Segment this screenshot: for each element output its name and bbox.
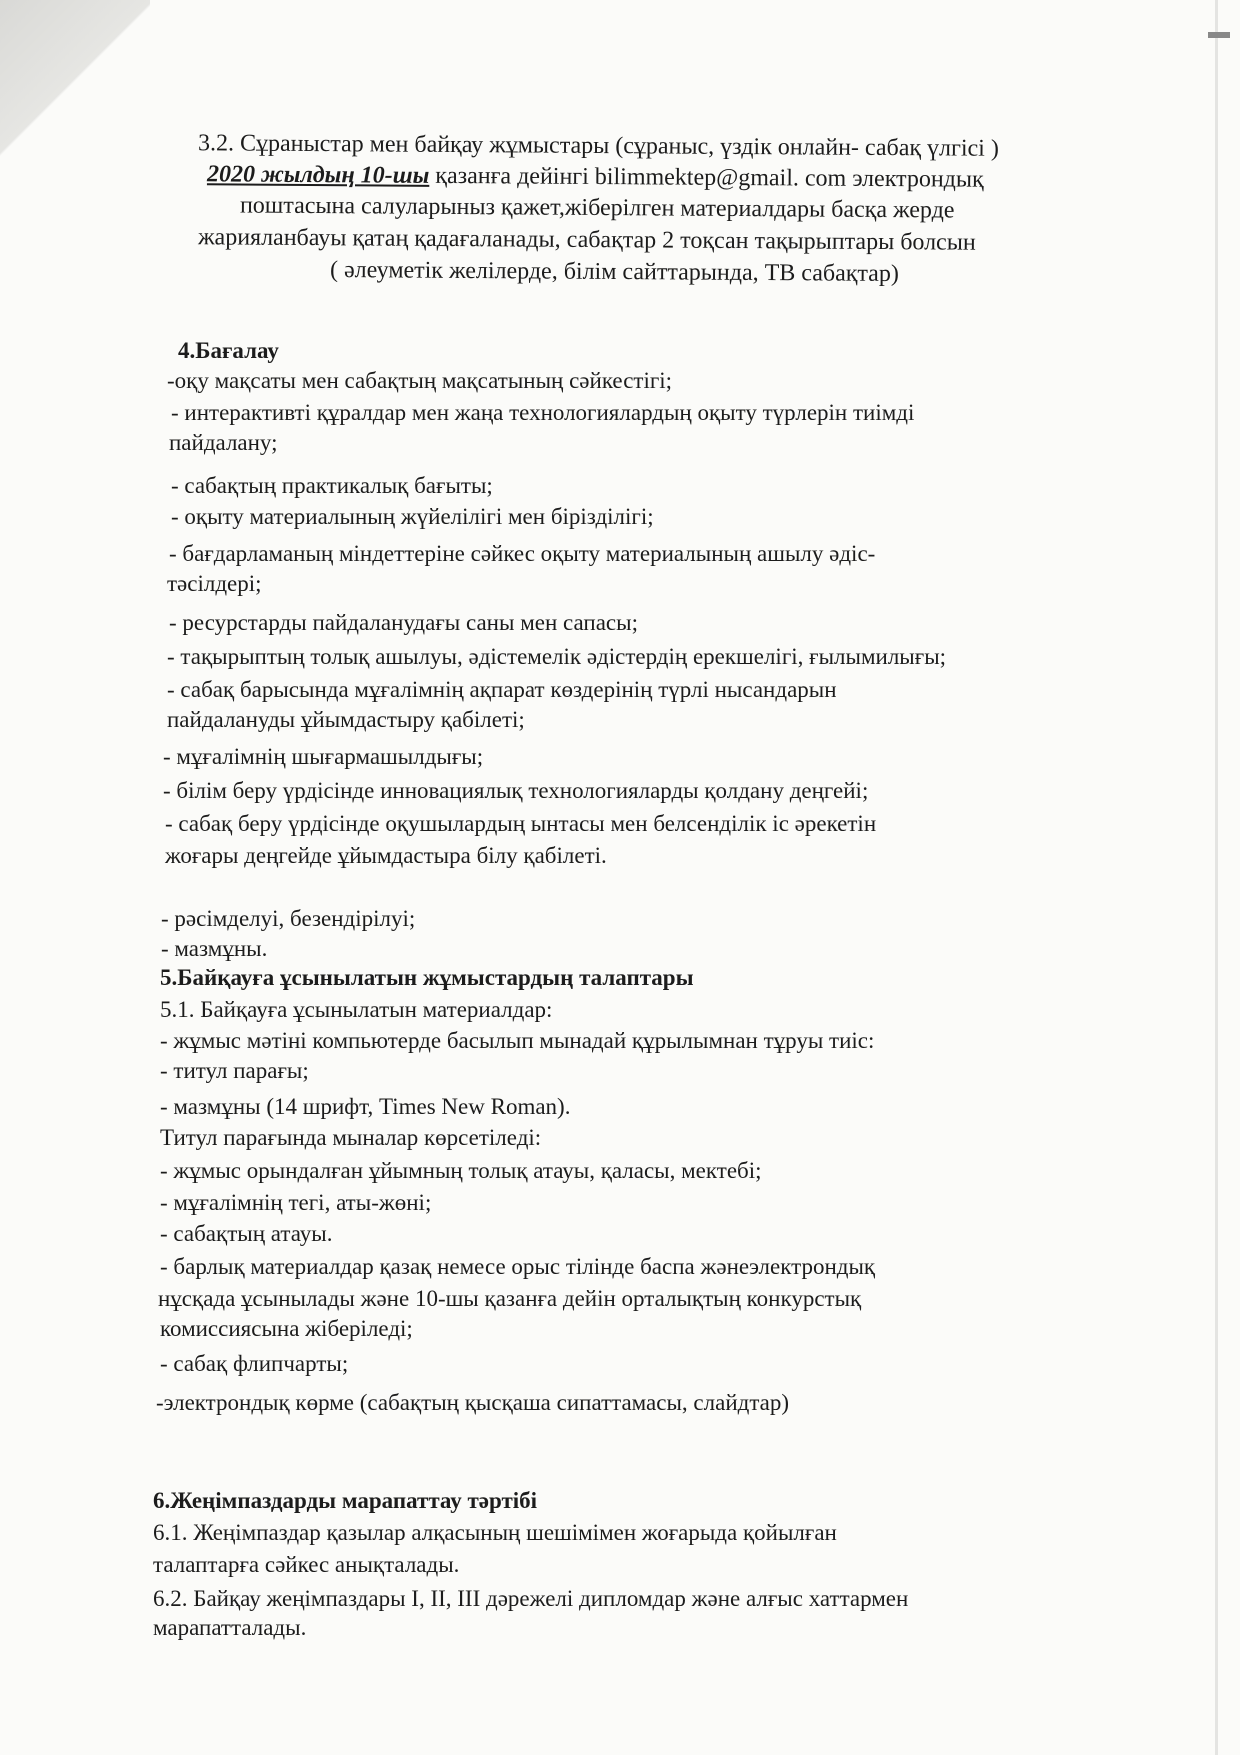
section-6-line: 6.1. Жеңімпаздар қазылар алқасының шешімімен жоғарыда қойылған [153,1520,837,1545]
section-4-line: - интерактивті құралдар мен жаңа технологиялардың оқыту түрлерін тиімді [171,400,915,425]
section-3-2-line-2 [207,160,984,193]
section-5-line: - сабақ флипчарты; [160,1351,349,1376]
section-6-line: марапатталады. [153,1615,307,1640]
section-5-line: - жұмыс орындалған ұйымның толық атауы, қаласы, мектебі; [160,1158,762,1183]
email-text: қазанға дейінгі bilimmektep@gmail. com электрондық [429,162,984,193]
section-4-line: тәсілдері; [167,571,262,596]
section-3-2-line-1: 3.2. Сұраныстар мен байқау жұмыстары (сұраныс, үздік онлайн- сабақ үлгісі ) [197,130,999,162]
section-4-line: - ресурстарды пайдаланудағы саны мен сапасы; [169,610,638,635]
section-5-line: нұсқада ұсынылады және 10-шы қазанға дейін орталықтың конкурстық [158,1286,862,1311]
section-5-line: - жұмыс мәтіні компьютерде басылып мынадай құрылымнан тұруы тиіс: [160,1028,875,1053]
section-4-line: - сабақ барысында мұғалімнің ақпарат көздерінің түрлі нысандарын [167,677,837,702]
section-4-line: пайдалану; [169,430,278,455]
section-4-line: - тақырыптың толық ашылуы, әдістемелік әдістердің ерекшелігі, ғылымилығы; [167,644,947,669]
section-4-line: - білім беру үрдісінде инновациялық технологияларды қолдану деңгейі; [163,778,869,803]
section-6-line: 6.2. Байқау жеңімпаздары I, II, III дәрежелі дипломдар және алғыс хаттармен [153,1586,909,1611]
section-4-line: - сабақтың практикалық бағыты; [171,473,493,498]
section-4-line: жоғары деңгейде ұйымдастыра білу қабілеті. [165,843,607,868]
section-5-line: - мазмұны (14 шрифт, Times New Roman). [160,1094,571,1119]
section-5-line: 5.1. Байқауға ұсынылатын материалдар: [160,997,553,1022]
section-5-line: -электрондық көрме (сабақтың қысқаша сипаттамасы, слайдтар) [156,1390,790,1415]
deadline-date: 2020 жылдың 10-шы [206,161,430,189]
section-4-line: - мұғалімнің шығармашылдығы; [163,744,484,769]
section-4-line: - мазмұны. [161,936,268,961]
section-4-line: - оқыту материалының жүйелілігі мен бірізділігі; [171,504,654,529]
section-3-2-line-4: жарияланбауы қатаң қадағаланады, сабақтар 2 тоқсан тақырыптары болсын [197,224,976,256]
section-5-line: Титул парағында мыналар көрсетіледі: [160,1125,542,1150]
section-5-heading: 5.Байқауға ұсынылатын жұмыстардың талаптары [160,965,694,990]
section-5-line: - барлық материалдар қазақ немесе орыс тілінде баспа жәнеэлектрондық [160,1254,876,1279]
section-3-2-line-5: ( әлеуметік желілерде, білім сайттарында, ТВ сабақтар) [329,257,899,287]
section-5-line: комиссиясына жіберіледі; [160,1316,413,1341]
section-5-line: - сабақтың атауы. [160,1221,333,1246]
section-4-heading: 4.Бағалау [178,338,279,363]
section-4-line: пайдалануды ұйымдастыру қабілеті; [167,707,525,732]
section-4-line: - сабақ беру үрдісінде оқушылардың ынтасы мен белсенділік іс әрекетін [165,811,877,836]
section-5-line: - мұғалімнің тегі, аты-жөні; [160,1190,432,1215]
section-4-line: - рәсімделуі, безендірілуі; [161,906,416,931]
section-6-line: талаптарға сәйкес анықталады. [153,1552,460,1577]
section-6-heading: 6.Жеңімпаздарды марапаттау тәртібі [153,1488,538,1513]
section-5-line: - титул парағы; [160,1058,309,1083]
section-4-line: -оқу мақсаты мен сабақтың мақсатының сәйкестігі; [167,368,673,393]
section-4-line: - бағдарламаның міндеттеріне сәйкес оқыту материалының ашылу әдіс- [169,541,876,566]
section-3-2-line-3: поштасына салуларыныз қажет,жіберілген материалдары басқа жерде [239,192,955,224]
